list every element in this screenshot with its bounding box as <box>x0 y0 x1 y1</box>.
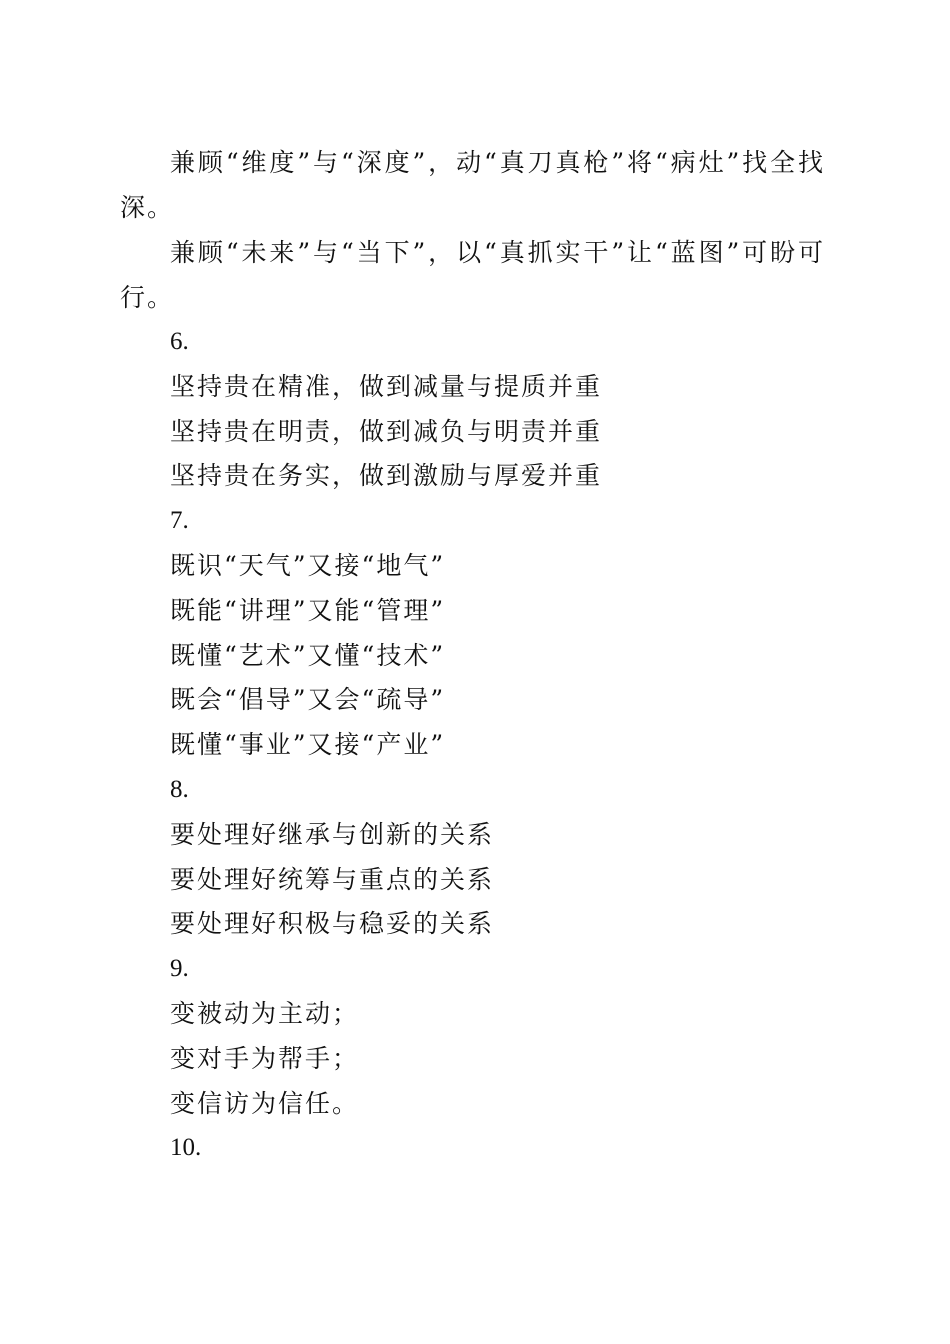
section-7-line: 既会“倡导”又会“疏导” <box>170 685 446 715</box>
paragraph-future-present: 兼顾“未来”与“当下”，以“真抓实干”让“蓝图”可盼可行。 <box>120 238 825 312</box>
section-7-line: 既懂“事业”又接“产业” <box>170 730 446 760</box>
section-7-line: 既懂“艺术”又懂“技术” <box>170 640 446 670</box>
paragraph-dimension-depth: 兼顾“维度”与“深度”，动“真刀真枪”将“病灶”找全找深。 <box>120 148 825 222</box>
section-number-9: 9. <box>170 955 189 983</box>
section-9-line: 变被动为主动； <box>170 998 360 1028</box>
section-6-line: 坚持贵在明责，做到减负与明责并重 <box>170 416 603 446</box>
section-9-line: 变信访为信任。 <box>170 1088 360 1118</box>
section-6-line: 坚持贵在务实，做到激励与厚爱并重 <box>170 461 603 491</box>
document-body <box>120 140 825 1171</box>
section-number-10: 10. <box>170 1134 202 1162</box>
section-number-6: 6. <box>170 328 189 355</box>
section-6-line: 坚持贵在精准，做到减量与提质并重 <box>170 371 603 401</box>
section-9-line: 变对手为帮手； <box>170 1043 360 1073</box>
section-7-line: 既能“讲理”又能“管理” <box>170 595 446 625</box>
section-number-8: 8. <box>170 775 189 803</box>
section-7-line: 既识“天气”又接“地气” <box>170 550 446 580</box>
section-8-line: 要处理好积极与稳妥的关系 <box>170 909 495 939</box>
section-number-7: 7. <box>170 507 189 535</box>
section-8-line: 要处理好统筹与重点的关系 <box>170 864 495 894</box>
section-8-line: 要处理好继承与创新的关系 <box>170 819 495 849</box>
